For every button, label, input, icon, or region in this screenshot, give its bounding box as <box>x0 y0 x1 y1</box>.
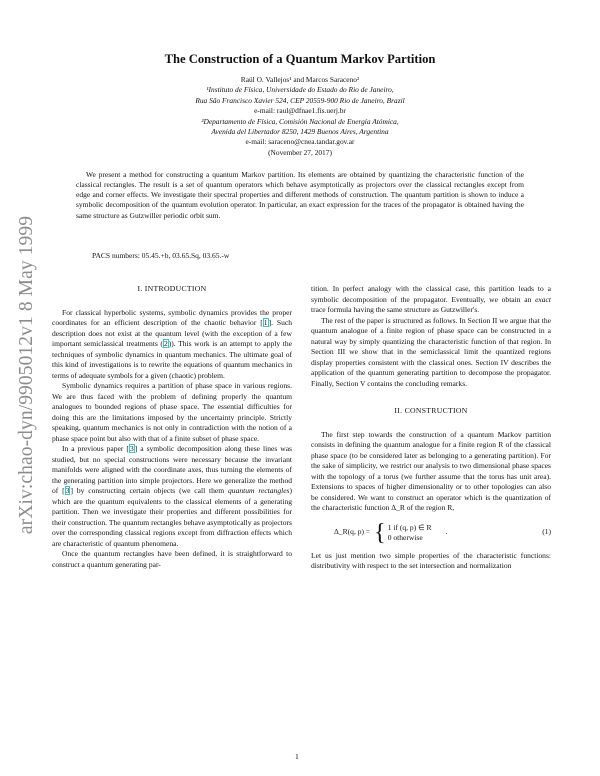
intro-paragraph-4: Once the quantum rectangles have been defined, it is straightforward to construct a quantum generating par- <box>52 549 292 569</box>
citation-link[interactable]: 3 <box>65 486 70 495</box>
author-names: Raúl O. Vallejos¹ and Marcos Saraceno² <box>240 75 360 84</box>
right-column <box>311 284 551 572</box>
intro-paragraph-6: The rest of the paper is structured as follows. In Section II we argue that the quantum analogue of a finite region of phase space can be constructed in a natural way by simply quantizing the characteristic function of that region. In Section III we show that in the semiclassical limit the quantized regions display properties consistent with the classical ones. Section IV describes the application of the quantum generating partition to decompose the propagator. Finally, Section V contains the concluding remarks. <box>311 315 551 388</box>
equation-cases: 1 if (q, p) ∈ R 0 otherwise <box>387 522 432 542</box>
intro-paragraph-3: In a previous paper [3] a symbolic decomposition along these lines was studied, but no special constructions were necessary because the invariant manifolds were aligned with the coordinate axes, thus turning the elements of the generating partition into simple projectors. Here we generalize the method of [3] by constructing certain objects (we call them quantum rectangles) which are the quantum equivalents to the classical elements of a generating partition. Then we investigate their properties and different possibilities for their construction. The quantum rectangles behave asymptotically as projectors over the corresponding classical regions except from diffraction effects which are characteristic of quantum phenomena. <box>52 444 292 548</box>
equation-number: (1) <box>542 527 551 537</box>
affiliation-1-line-2: Rua São Francisco Xavier 524, CEP 20559-900 Rio de Janeiro, Brazil <box>195 95 405 105</box>
email-2: e-mail: saraceno@cnea.tandar.gov.ar <box>245 137 355 147</box>
left-column <box>52 284 292 570</box>
author-block <box>90 75 510 158</box>
abstract: We present a method for constructing a quantum Markov partition. Its elements are obtained by quantizing the characteristic function of the classical rectangles. The result is a set of quantum operators which behave asymptotically as projectors over the classical rectangles except from edge and corner effects. We investigate their spectral properties and different methods of construction. The quantum partition is shown to induce a symbolic decomposition of the quantum evolution operator. In particular, an exact expression for the traces of the propagator is obtained having the same structure as Gutzwiller periodic orbit sum. <box>76 170 524 220</box>
equation-1: Δ_R(q, p) = { 1 if (q, p) ∈ R 0 otherwise . (1) <box>334 519 551 546</box>
section-heading-introduction: I. INTRODUCTION <box>137 284 207 293</box>
left-brace: { <box>374 519 386 546</box>
arxiv-stamp: arXiv:chao-dyn/9905012v1 8 May 1999 <box>16 215 37 535</box>
intro-paragraph-1: For classical hyperbolic systems, symbolic dynamics provides the proper coordinates for an efficient description of the chaotic behavior [1]. Such description does not exist at the quantum level (with the exception of a few important semiclassical treatments (2)). This work is an attempt to apply the techniques of symbolic dynamics in quantum mechanics. The ultimate goal of this kind of investigations is to rewrite the equations of quantum mechanics in terms of adequate symbols for a given (chaotic) problem. <box>52 307 292 380</box>
construction-paragraph-1: The first step towards the construction of a quantum Markov partition consists in defining the quantum analogue for a finite region R of the classical phase space (to be considered later as belonging to a generating partition). For the sake of simplicity, we restrict our analysis to two dimensional phase spaces with the topology of a torus (we further assume that the torus has unit area). Extensions to spaces of higher dimensionality or to other topologies can also be considered. We want to construct an operator which is the quantization of the characteristic function Δ_R of the region R, <box>311 429 551 512</box>
affiliation-1-line-1: ¹Instituto de Física, Universidade do Estado do Rio de Janeiro, <box>206 85 394 95</box>
construction-paragraph-2: Let us just mention two simple properties of the characteristic functions: distributivity with respect to the set intersection and normalization <box>311 550 551 570</box>
citation-link[interactable]: 1 <box>263 318 268 327</box>
paper-title: The Construction of a Quantum Markov Partition <box>164 52 436 66</box>
page-number: 1 <box>295 752 299 761</box>
email-1: e-mail: raul@dfnae1.fis.uerj.br <box>254 106 346 116</box>
equation-lhs: Δ_R(q, p) = <box>334 527 371 537</box>
pacs-numbers: PACS numbers: 05.45.+b, 03.65.Sq, 03.65.-w <box>92 251 230 260</box>
intro-paragraph-2: Symbolic dynamics requires a partition of phase space in various regions. We are thus faced with the problem of defining properly the quantum analogues to bounded regions of phase space. The essential difficulties for doing this are the limitations imposed by the uncertainty principle. Strictly speaking, quantum mechanics is not only in contradiction with the notion of a phase space point but also with that of a finite subset of phase space. <box>52 381 292 443</box>
citation-link[interactable]: 3 <box>129 444 134 453</box>
intro-paragraph-5: tition. In perfect analogy with the classical case, this partition leads to a symbolic decomposition of the propagator. Eventually, we obtain an exact trace formula having the same structure as Gutzwiller's. <box>311 284 551 314</box>
section-heading-construction: II. CONSTRUCTION <box>394 406 468 415</box>
affiliation-2-line-1: ²Departamento de Física, Comisión Nacional de Energía Atómica, <box>201 116 399 126</box>
citation-link[interactable]: 2 <box>163 339 168 348</box>
date: (November 27, 2017) <box>268 147 332 157</box>
affiliation-2-line-2: Avenida del Libertador 8250, 1429 Buenos Aires, Argentina <box>211 127 389 137</box>
